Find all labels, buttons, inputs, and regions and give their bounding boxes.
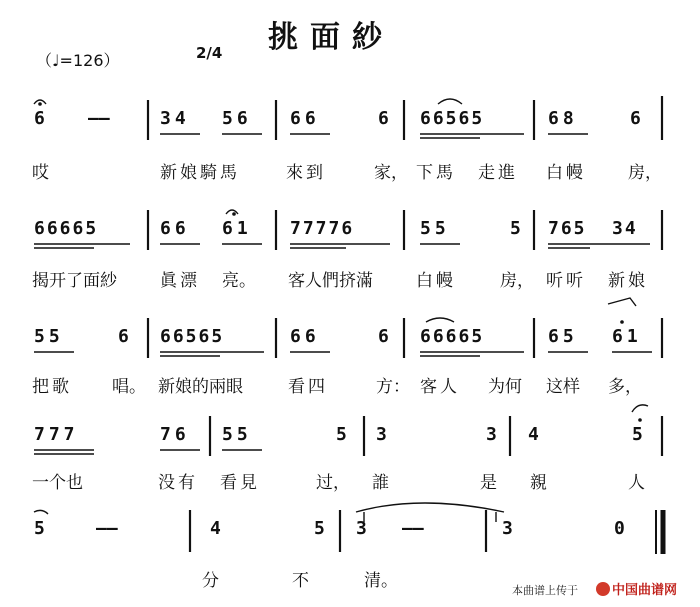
- slurs-and-fermatas: [34, 99, 648, 522]
- lyric: 客人們挤滿: [288, 271, 373, 291]
- note: 66565: [420, 108, 485, 129]
- lyric: 新娘: [608, 271, 648, 291]
- lyric: 把歌: [32, 377, 72, 397]
- note: 6: [34, 108, 45, 129]
- lyric: 白幔: [416, 271, 456, 291]
- note: 765: [548, 218, 587, 239]
- note: ——: [96, 518, 118, 539]
- lyric: 不: [292, 571, 309, 591]
- lyric: 听听: [546, 271, 586, 291]
- lyric: 人: [628, 473, 645, 493]
- note: 6: [630, 108, 641, 129]
- lyric: 是: [480, 473, 497, 493]
- note: 56: [222, 108, 252, 129]
- lyric: 眞漂: [160, 271, 200, 291]
- lyric: 新娘的兩眼: [158, 377, 243, 397]
- note: 6: [378, 326, 389, 347]
- lyric: 哎: [32, 163, 49, 183]
- note: 66: [160, 218, 190, 239]
- site-logo[interactable]: [596, 578, 696, 600]
- site-logo-icon: [596, 582, 610, 596]
- lyric: 一个也: [32, 473, 83, 493]
- lyric: 过，: [316, 473, 350, 493]
- note: 61: [222, 218, 252, 239]
- lyric: 没有: [158, 473, 198, 493]
- note: 777: [34, 424, 79, 445]
- lyric: 客人: [420, 377, 460, 397]
- note: 34: [160, 108, 190, 129]
- note: 3: [486, 424, 497, 445]
- note: 66: [290, 326, 320, 347]
- lyric: 亮。: [222, 271, 256, 291]
- lyric: 誰: [372, 473, 389, 493]
- note: 5: [34, 518, 45, 539]
- note: 5: [314, 518, 325, 539]
- note: ——: [88, 108, 110, 129]
- lyric: 看四: [288, 377, 328, 397]
- note: 5: [510, 218, 521, 239]
- note: 4: [210, 518, 221, 539]
- octave-dots: [38, 102, 642, 422]
- lyric: 房，: [500, 271, 534, 291]
- lyric: 來到: [286, 163, 326, 183]
- beams: [34, 134, 652, 454]
- note: 66665: [420, 326, 485, 347]
- barlines: [148, 96, 663, 554]
- note: 66: [290, 108, 320, 129]
- note: 66565: [160, 326, 225, 347]
- note: 65: [548, 326, 578, 347]
- note: 3: [356, 518, 367, 539]
- upload-notice: 本曲谱上传于: [512, 584, 578, 597]
- lyric: 看見: [220, 473, 260, 493]
- lyric: 多，: [608, 377, 642, 397]
- note: 61: [612, 326, 642, 347]
- note: 55: [222, 424, 252, 445]
- lyric: 清。: [364, 571, 398, 591]
- note: 66665: [34, 218, 99, 239]
- note: ——: [402, 518, 424, 539]
- lyric: 分: [202, 571, 219, 591]
- note: 76: [160, 424, 190, 445]
- lyric: 下馬: [416, 163, 456, 183]
- lyric: 揭开了面紗: [32, 271, 117, 291]
- note: 5: [336, 424, 347, 445]
- lyric: 这样: [546, 377, 580, 397]
- note: 4: [528, 424, 539, 445]
- note: 5: [632, 424, 643, 445]
- song-title: 挑面紗: [268, 20, 394, 55]
- note: 0: [614, 518, 625, 539]
- lyric: 为何: [488, 377, 522, 397]
- note: 3: [376, 424, 387, 445]
- note: 3: [502, 518, 513, 539]
- note: 55: [34, 326, 64, 347]
- lyric: 家，: [374, 163, 408, 183]
- lyric: 唱。: [112, 377, 146, 397]
- lyric: 親: [530, 473, 547, 493]
- lyric: 走進: [478, 163, 518, 183]
- time-signature: 2/4: [196, 44, 223, 62]
- note: 55: [420, 218, 450, 239]
- note: 34: [612, 218, 638, 239]
- lyric: 白幔: [546, 163, 586, 183]
- note: 6: [118, 326, 129, 347]
- note: 77776: [290, 218, 355, 239]
- note: 6: [378, 108, 389, 129]
- note: 68: [548, 108, 578, 129]
- lyric: 新娘騎馬: [160, 163, 240, 183]
- lyric: 方：: [376, 377, 410, 397]
- site-name: 中国曲谱网: [612, 583, 678, 598]
- lyric: 房，: [628, 163, 662, 183]
- tempo-marking: （♩=126）: [36, 51, 120, 70]
